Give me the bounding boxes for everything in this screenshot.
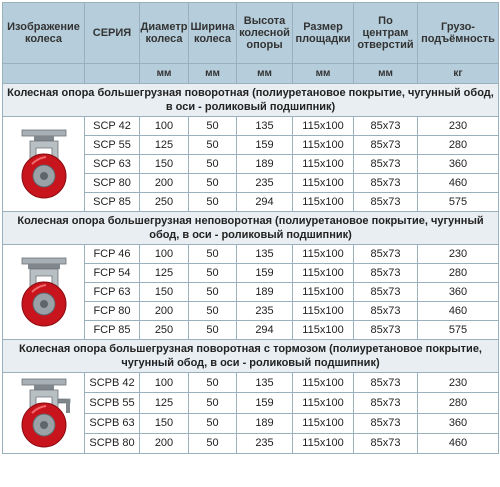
cell-height: 159: [237, 136, 293, 155]
cell-capacity: 280: [418, 264, 499, 283]
cell-height: 189: [237, 413, 293, 433]
cell-height: 135: [237, 373, 293, 393]
section-row: [3, 212, 499, 245]
cell-holes: 85x73: [354, 433, 418, 453]
table-body: [3, 84, 499, 454]
cell-holes: 85x73: [354, 174, 418, 193]
cell-holes: 85x73: [354, 193, 418, 212]
cell-capacity: 230: [418, 245, 499, 264]
cell-height: 135: [237, 117, 293, 136]
cell-diameter: 200: [140, 433, 189, 453]
cell-width: 50: [189, 413, 237, 433]
cell-platform: 115x100: [293, 155, 354, 174]
cell-series: FCP 63: [85, 283, 140, 302]
cell-platform: 115x100: [293, 264, 354, 283]
header-diameter: Диаметр колеса: [140, 3, 189, 64]
cell-platform: 115x100: [293, 302, 354, 321]
cell-platform: 115x100: [293, 283, 354, 302]
wheel-image: [3, 117, 85, 212]
cell-diameter: 100: [140, 117, 189, 136]
cell-diameter: 150: [140, 283, 189, 302]
cell-width: 50: [189, 373, 237, 393]
cell-platform: 115x100: [293, 373, 354, 393]
cell-diameter: 125: [140, 136, 189, 155]
cell-diameter: 200: [140, 302, 189, 321]
cell-height: 294: [237, 193, 293, 212]
cell-platform: 115x100: [293, 321, 354, 340]
cell-diameter: 200: [140, 174, 189, 193]
unit-series: [85, 64, 140, 84]
cell-series: SCPB 80: [85, 433, 140, 453]
cell-capacity: 230: [418, 373, 499, 393]
cell-series: SCP 80: [85, 174, 140, 193]
cell-capacity: 460: [418, 433, 499, 453]
cell-holes: 85x73: [354, 136, 418, 155]
header-image: Изображение колеса: [3, 3, 85, 64]
section-title: Колесная опора большегрузная неповоротная (полиуретановое покрытие, чугунный обод, в оси - роликовый подшипник): [3, 212, 499, 245]
unit-diameter: мм: [140, 64, 189, 84]
cell-platform: 115x100: [293, 393, 354, 413]
cell-width: 50: [189, 245, 237, 264]
cell-width: 50: [189, 283, 237, 302]
cell-height: 159: [237, 264, 293, 283]
cell-height: 235: [237, 302, 293, 321]
cell-series: SCPB 42: [85, 373, 140, 393]
section-title: Колесная опора большегрузная поворотная (полиуретановое покрытие, чугунный обод, в оси - роликовый подшипник): [3, 84, 499, 117]
cell-width: 50: [189, 136, 237, 155]
fixed-caster-icon: [12, 252, 76, 332]
cell-width: 50: [189, 117, 237, 136]
cell-holes: 85x73: [354, 321, 418, 340]
cell-width: 50: [189, 174, 237, 193]
cell-series: SCP 42: [85, 117, 140, 136]
cell-capacity: 360: [418, 155, 499, 174]
cell-holes: 85x73: [354, 117, 418, 136]
cell-height: 189: [237, 155, 293, 174]
cell-height: 235: [237, 433, 293, 453]
header-width: Ширина колеса: [189, 3, 237, 64]
cell-series: FCP 46: [85, 245, 140, 264]
cell-diameter: 150: [140, 413, 189, 433]
unit-holes: мм: [354, 64, 418, 84]
cell-platform: 115x100: [293, 193, 354, 212]
cell-platform: 115x100: [293, 174, 354, 193]
cell-series: FCP 54: [85, 264, 140, 283]
table-row: [3, 245, 499, 264]
cell-holes: 85x73: [354, 264, 418, 283]
cell-capacity: 230: [418, 117, 499, 136]
header-capacity: Грузо-подъёмность: [418, 3, 499, 64]
cell-holes: 85x73: [354, 283, 418, 302]
cell-capacity: 460: [418, 174, 499, 193]
cell-capacity: 360: [418, 413, 499, 433]
cell-width: 50: [189, 321, 237, 340]
unit-height: мм: [237, 64, 293, 84]
cell-series: SCP 55: [85, 136, 140, 155]
swivel-brake-caster-icon: [12, 373, 76, 453]
cell-capacity: 460: [418, 302, 499, 321]
table-row: [3, 373, 499, 393]
cell-series: SCP 85: [85, 193, 140, 212]
swivel-caster-icon: [12, 124, 76, 204]
cell-series: FCP 80: [85, 302, 140, 321]
header-series: СЕРИЯ: [85, 3, 140, 64]
unit-capacity: кг: [418, 64, 499, 84]
wheel-image: [3, 373, 85, 454]
wheel-image: [3, 245, 85, 340]
cell-platform: 115x100: [293, 245, 354, 264]
cell-capacity: 575: [418, 321, 499, 340]
cell-width: 50: [189, 302, 237, 321]
cell-holes: 85x73: [354, 302, 418, 321]
cell-diameter: 100: [140, 373, 189, 393]
cell-diameter: 100: [140, 245, 189, 264]
cell-height: 135: [237, 245, 293, 264]
cell-width: 50: [189, 264, 237, 283]
cell-diameter: 150: [140, 155, 189, 174]
cell-width: 50: [189, 193, 237, 212]
cell-holes: 85x73: [354, 413, 418, 433]
cell-capacity: 575: [418, 193, 499, 212]
section-row: [3, 84, 499, 117]
header-holes: По центрам отверстий: [354, 3, 418, 64]
cell-platform: 115x100: [293, 136, 354, 155]
header-row: [3, 3, 499, 64]
cell-capacity: 280: [418, 393, 499, 413]
cell-holes: 85x73: [354, 245, 418, 264]
cell-capacity: 280: [418, 136, 499, 155]
cell-diameter: 125: [140, 393, 189, 413]
section-row: [3, 340, 499, 373]
cell-series: SCPB 55: [85, 393, 140, 413]
cell-platform: 115x100: [293, 433, 354, 453]
cell-height: 189: [237, 283, 293, 302]
header-height: Высота колесной опоры: [237, 3, 293, 64]
caster-spec-table: [2, 2, 499, 454]
cell-diameter: 125: [140, 264, 189, 283]
cell-capacity: 360: [418, 283, 499, 302]
cell-series: SCP 63: [85, 155, 140, 174]
cell-platform: 115x100: [293, 413, 354, 433]
cell-diameter: 250: [140, 193, 189, 212]
cell-height: 294: [237, 321, 293, 340]
cell-width: 50: [189, 433, 237, 453]
section-title: Колесная опора большегрузная поворотная с тормозом (полиуретановое покрытие, чугунный обод, в оси - роликовый подшипник): [3, 340, 499, 373]
table-row: [3, 117, 499, 136]
cell-height: 159: [237, 393, 293, 413]
unit-image: [3, 64, 85, 84]
cell-holes: 85x73: [354, 373, 418, 393]
cell-series: FCP 85: [85, 321, 140, 340]
cell-diameter: 250: [140, 321, 189, 340]
header-platform: Размер площадки: [293, 3, 354, 64]
cell-series: SCPB 63: [85, 413, 140, 433]
units-row: [3, 64, 499, 84]
cell-width: 50: [189, 155, 237, 174]
cell-platform: 115x100: [293, 117, 354, 136]
cell-height: 235: [237, 174, 293, 193]
cell-holes: 85x73: [354, 393, 418, 413]
unit-platform: мм: [293, 64, 354, 84]
cell-width: 50: [189, 393, 237, 413]
unit-width: мм: [189, 64, 237, 84]
cell-holes: 85x73: [354, 155, 418, 174]
